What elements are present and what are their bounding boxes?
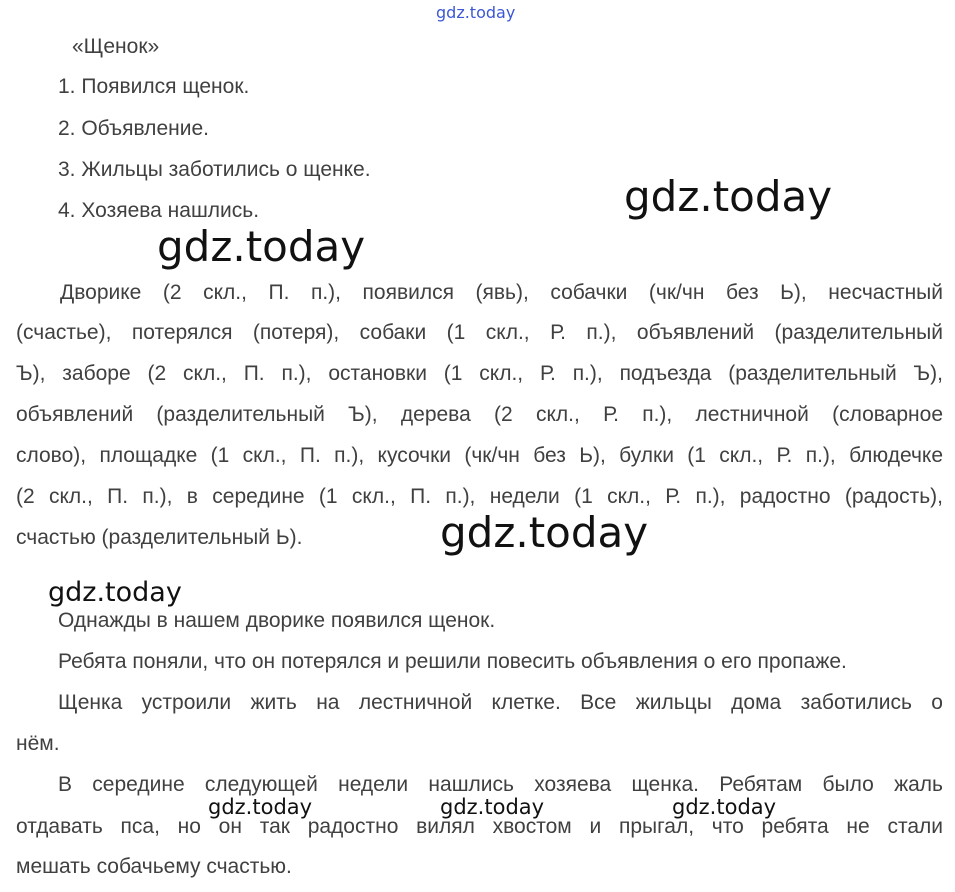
analysis-line-5: слово), площадке (1 скл., П. п.), кусочки (чк/чн без Ь), булки (1 скл., Р. п.), блюдечке <box>16 444 943 467</box>
plan-item-3: 3. Жильцы заботились о щенке. <box>58 158 371 181</box>
story-paragraph-3-line-1: Щенка устроили жить на лестничной клетке. Все жильцы дома заботились о <box>58 691 943 714</box>
story-paragraph-4-line-1: В середине следующей недели нашлись хозяева щенка. Ребятам было жаль <box>58 773 943 796</box>
analysis-line-4: объявлений (разделительный Ъ), дерева (2 скл., Р. п.), лестничной (словарное <box>16 403 943 426</box>
story-paragraph-3-line-2: нём. <box>16 732 60 755</box>
analysis-line-3: Ъ), заборе (2 скл., П. п.), остановки (1 скл., Р. п.), подъезда (разделительный Ъ), <box>16 362 943 385</box>
story-paragraph-2: Ребята поняли, что он потерялся и решили повесить объявления о его пропаже. <box>58 650 847 673</box>
watermark-bottom-3: gdz.today <box>672 795 777 819</box>
watermark-story-left: gdz.today <box>48 577 182 608</box>
analysis-line-7: счастью (разделительный Ь). <box>16 526 303 549</box>
plan-item-4: 4. Хозяева нашлись. <box>58 199 260 222</box>
story-paragraph-1: Однажды в нашем дворике появился щенок. <box>58 609 496 632</box>
plan-item-2: 2. Объявление. <box>58 117 209 140</box>
analysis-line-6: (2 скл., П. п.), в середине (1 скл., П. п.), недели (1 скл., Р. п.), радостно (радость), <box>16 485 943 508</box>
watermark-bottom-1: gdz.today <box>208 795 313 819</box>
watermark-top: gdz.today <box>436 3 516 22</box>
plan-item-1: 1. Появился щенок. <box>58 75 250 98</box>
story-title: «Щенок» <box>72 35 160 58</box>
watermark-right: gdz.today <box>624 172 833 221</box>
analysis-line-2: (счастье), потерялся (потеря), собаки (1 скл., Р. п.), объявлений (разделительный <box>16 321 943 344</box>
story-paragraph-4-line-2: отдавать пса, но он так радостно вилял хвостом и прыгал, что ребята не стали <box>16 815 943 838</box>
watermark-bottom-2: gdz.today <box>440 795 545 819</box>
watermark-left: gdz.today <box>157 222 366 271</box>
watermark-center: gdz.today <box>440 508 649 557</box>
analysis-line-1: Дворике (2 скл., П. п.), появился (явь), собачки (чк/чн без Ь), несчастный <box>60 281 943 304</box>
story-paragraph-4-line-3: мешать собачьему счастью. <box>16 855 292 878</box>
